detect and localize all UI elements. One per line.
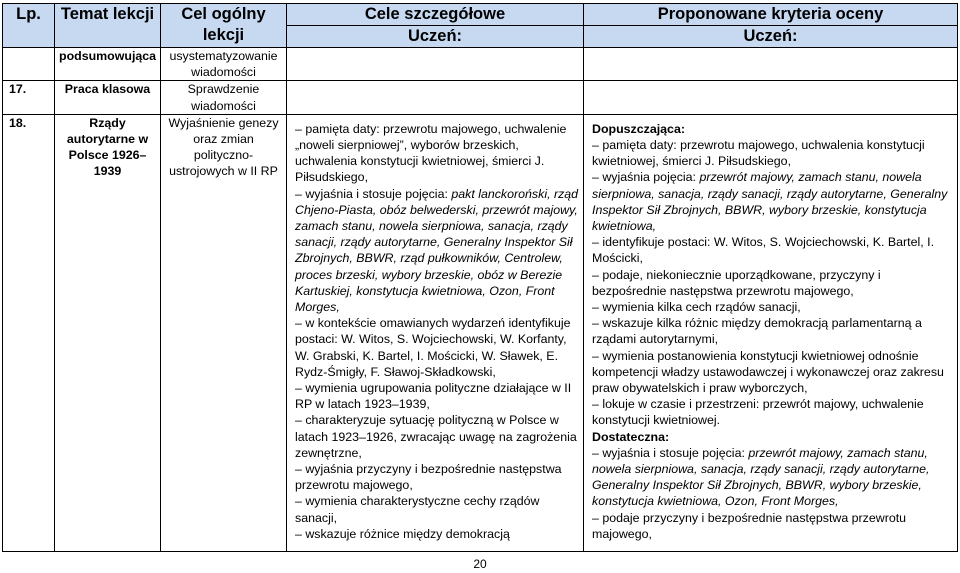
header-uczen-right: Uczeń: xyxy=(584,26,958,48)
header-cele-szczegolowe: Cele szczegółowe xyxy=(287,4,584,26)
kryterium-item: – wymienia kilka cech rządów sanacji, xyxy=(592,300,801,315)
row-temat: Rządy autorytarne w Polsce 1926–1939 xyxy=(55,114,161,551)
kryterium-item: – podaje przyczyny i bezpośrednie następstwa przewrotu majowego, xyxy=(592,510,907,541)
row-cel: Wyjaśnienie genezy oraz zmian polityczno-ustrojowych w II RP xyxy=(161,114,287,551)
header-cel-ogolny-line1: Cel ogólny xyxy=(181,5,266,23)
header-uczen-left: Uczeń: xyxy=(287,26,584,48)
table-row xyxy=(3,81,958,114)
row-lp xyxy=(3,48,55,81)
row-kryteria-empty xyxy=(584,48,958,81)
cel-item: – wyjaśnia i stosuje pojęcia: pakt lanckoroński, rząd Chjeno-Piasta, obóz belwederski, przewrót majowy, zamach stanu, nowela sierpniowa, sanacja, rządy sanacji, rządy autorytarne, Generalny Inspektor Sił Zbrojnych, BBWR, rząd pułkowników, Centrolew, proces brzeski, wybory brzeskie, obóz w Berezie Kartuskiej, konstytucja kwietniowa, Ozon, Front Morges, xyxy=(295,186,579,315)
kryterium-item: – podaje, niekoniecznie uporządkowane, przyczyny i bezpośrednie następstwa przewrotu majowego, xyxy=(592,267,881,298)
cele-szczegolowe-cell xyxy=(287,114,584,551)
row-cel: Sprawdzenie wiadomości xyxy=(161,81,287,114)
header-kryteria: Proponowane kryteria oceny xyxy=(584,4,958,26)
kryterium-item: – wymienia postanowienia konstytucji kwietniowej odnośnie kompetencji władzy ustawodawczej i wykonawczej oraz zakresu praw obywatelskich i praw wyborczych, xyxy=(592,348,944,396)
kryterium-item: – identyfikuje postaci: W. Witos, S. Wojciechowski, K. Bartel, I. Mościcki, xyxy=(592,235,935,266)
kryterium-item: – wyjaśnia pojęcia: przewrót majowy, zamach stanu, nowela sierpniowa, sanacja, rządy sanacji, rządy autorytarne, Generalny Inspektor Sił Zbrojnych, BBWR, wybory brzeskie, konstytucja kwietniowa, xyxy=(592,170,948,234)
page-number: 20 xyxy=(473,557,487,571)
kryterium-item: – wskazuje kilka różnic między demokracją parlamentarną a rządami autorytarnymi, xyxy=(592,316,922,347)
row-temat: podsumowująca xyxy=(55,48,161,81)
row-temat: Praca klasowa xyxy=(55,81,161,114)
row-kryteria-empty xyxy=(584,81,958,114)
header-lp: Lp. xyxy=(3,4,55,48)
row-cel: usystematyzowanie wiadomości xyxy=(161,48,287,81)
cel-item: – wyjaśnia przyczyny i bezpośrednie następstwa przewrotu majowego, xyxy=(295,462,562,493)
cel-item: – w kontekście omawianych wydarzeń identyfikuje postaci: W. Witos, S. Wojciechowski, W. Korfanty, W. Grabski, K. Bartel, I. Mościcki, W. Sławek, E. Rydz-Śmigły, F. Sławoj-Składkowski, xyxy=(295,316,571,379)
row-cele-empty xyxy=(287,81,584,114)
header-cel-ogolny-line2: lekcji xyxy=(202,26,245,44)
cel-item: – wskazuje różnice między demokracją xyxy=(295,526,510,541)
cel-item: – wymienia ugrupowania polityczne działające w II RP w latach 1923–1939, xyxy=(295,381,572,412)
kryterium-item: – lokuje w czasie i przestrzeni: przewrót majowy, uchwalenie konstytucji kwietniowej. xyxy=(592,397,924,428)
cel-item: – charakteryzuje sytuację polityczną w Polsce w latach 1923–1926, zwracając uwagę na zagrożenia zewnętrzne, xyxy=(295,413,577,460)
grade-label-dostateczna: Dostateczna: xyxy=(592,429,670,444)
lesson-plan-table xyxy=(2,3,958,552)
row-cele-empty xyxy=(287,48,584,81)
header-temat: Temat lekcji xyxy=(55,4,161,48)
kryterium-item: – wyjaśnia i stosuje pojęcia: przewrót majowy, zamach stanu, nowela sierpniowa, sanacja, rządy sanacji, rządy autorytarne, Generalny Inspektor Sił Zbrojnych, BBWR, wybory brzeskie, konstytucja kwietniowa, Ozon, Front Morges, xyxy=(592,445,930,509)
row-lp: 18. xyxy=(3,114,55,551)
header-row-1 xyxy=(3,4,958,26)
kryteria-cell xyxy=(584,114,958,551)
cel-item: – wymienia charakterystyczne cechy rządów sanacji, xyxy=(295,494,540,525)
kryterium-item: – pamięta daty: przewrotu majowego, uchwalenia konstytucji kwietniowej, śmierci J. Piłsudskiego, xyxy=(592,138,925,169)
table-row xyxy=(3,114,958,551)
cel-item: – pamięta daty: przewrotu majowego, uchwalenie „noweli sierpniowej”, wyborów brzeskich, uchwalenia konstytucji kwietniowej, śmierci J. Piłsudskiego, xyxy=(295,121,567,185)
table-row xyxy=(3,48,958,81)
header-cel-ogolny xyxy=(161,4,287,48)
grade-label-dopuszczajaca: Dopuszczająca: xyxy=(592,121,685,136)
row-lp: 17. xyxy=(3,81,55,114)
